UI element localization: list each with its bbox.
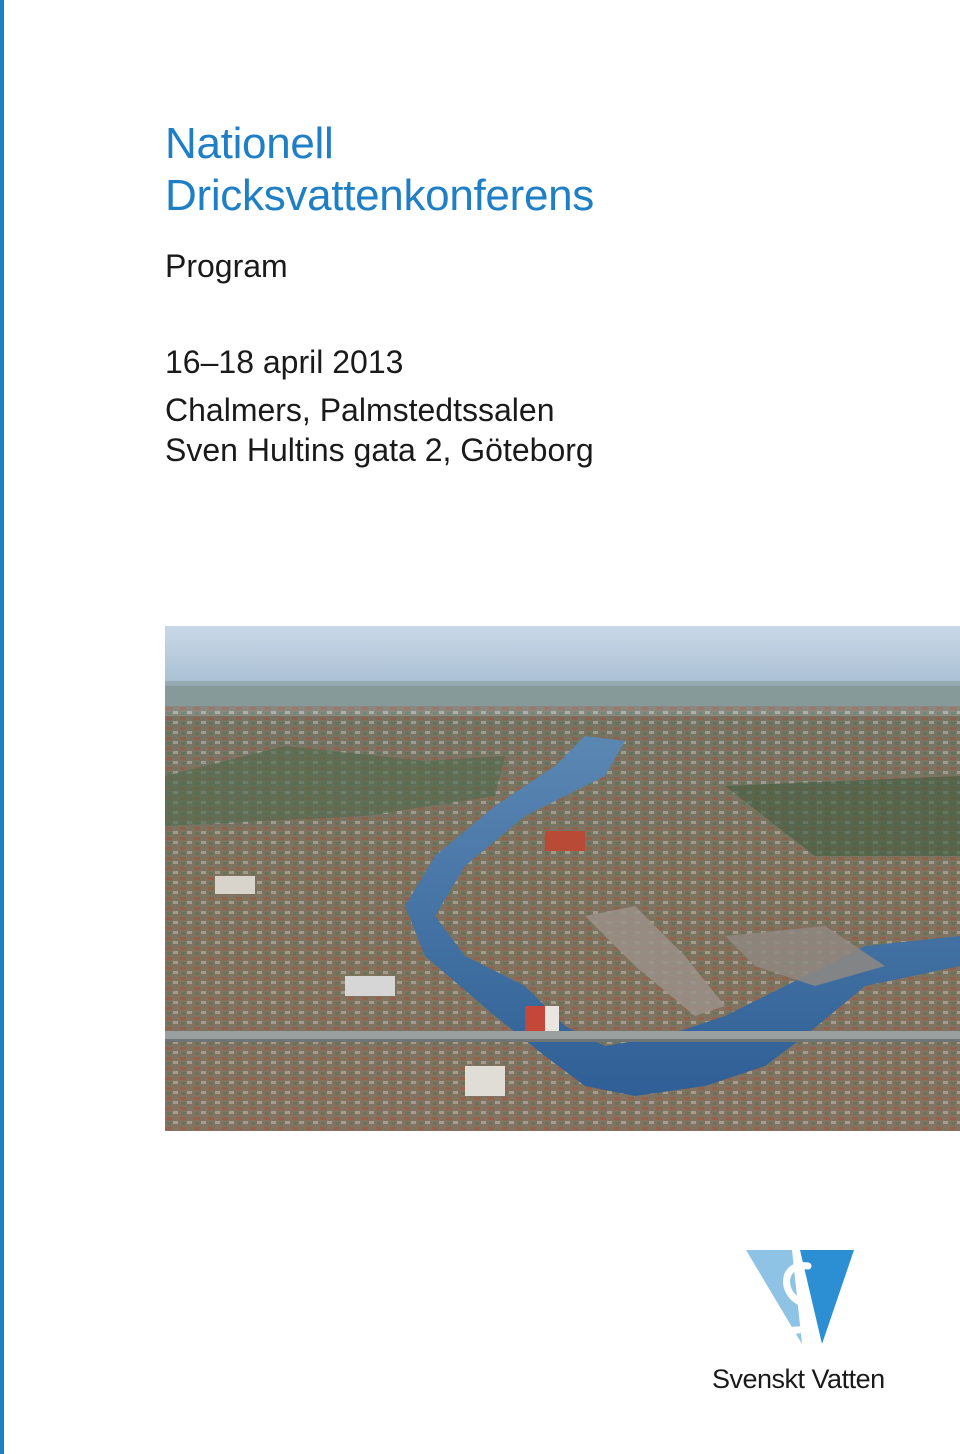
aerial-city-photo [165,626,960,1131]
subtitle: Program [165,248,288,284]
venue-address: Sven Hultins gata 2, Göteborg [165,432,594,468]
title-line-1: Nationell [165,119,334,168]
logo-wordmark: Svenskt Vatten [712,1364,885,1394]
title-line-2: Dricksvattenkonferens [165,171,594,220]
venue-name: Chalmers, Palmstedtssalen [165,392,555,428]
event-details [165,340,594,470]
left-accent-bar [0,0,4,1454]
event-date: 16–18 april 2013 [165,344,404,380]
page-title [165,118,594,222]
